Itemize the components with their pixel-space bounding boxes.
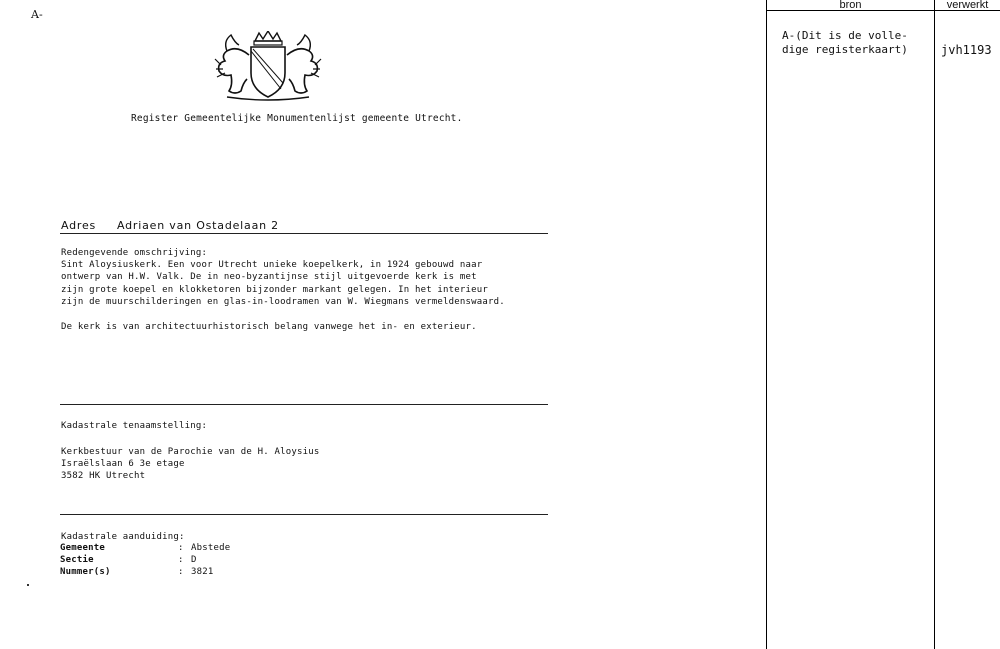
cadastral-separator: : xyxy=(178,567,184,577)
cadastral-value: Abstede xyxy=(191,543,231,553)
description-line: ontwerp van H.W. Valk. De in neo-byzantijnse stijl uitgevoerde kerk is met xyxy=(61,272,477,282)
utrecht-coat-of-arms-icon xyxy=(194,12,304,84)
verwerkt-value: jvh1193 xyxy=(941,43,992,57)
cadastral-value: 3821 xyxy=(191,567,214,577)
description-line: zijn de muurschilderingen en glas-in-loodramen van W. Wiegmans vermeldenswaard. xyxy=(61,297,505,307)
divider xyxy=(60,514,548,515)
description-line: Sint Aloysiuskerk. Een voor Utrecht unieke koepelkerk, in 1924 gebouwd naar xyxy=(61,260,483,270)
cadastral-value: D xyxy=(191,555,197,565)
column-header-bron: bron xyxy=(839,0,862,11)
owner-line: Kerkbestuur van de Parochie van de H. Aloysius xyxy=(61,447,320,457)
column-header-verwerkt: verwerkt xyxy=(946,0,989,11)
description-closing: De kerk is van architectuurhistorisch belang vanwege het in- en exterieur. xyxy=(61,322,477,332)
scan-speck xyxy=(27,584,29,586)
description-heading: Redengevende omschrijving: xyxy=(61,248,208,258)
cadastral-separator: : xyxy=(178,543,184,553)
divider xyxy=(60,404,548,405)
owner-line: Israëlslaan 6 3e etage xyxy=(61,459,185,469)
owner-heading: Kadastrale tenaamstelling: xyxy=(61,421,208,431)
bron-line: A-(Dit is de volle- xyxy=(782,29,908,42)
divider xyxy=(60,233,548,234)
side-table-border xyxy=(766,0,767,649)
cadastral-key: Gemeente xyxy=(60,543,105,553)
cadastral-key: Sectie xyxy=(60,555,94,565)
page-title: Register Gemeentelijke Monumentenlijst gemeente Utrecht. xyxy=(131,113,463,124)
cadastral-heading: Kadastrale aanduiding: xyxy=(61,532,185,542)
bron-line: dige registerkaart) xyxy=(782,43,908,56)
corner-mark: A- xyxy=(31,8,43,21)
cadastral-separator: : xyxy=(178,555,184,565)
description-line: zijn grote koepel en klokketoren bijzonder markant gelegen. In het interieur xyxy=(61,285,489,295)
owner-line: 3582 HK Utrecht xyxy=(61,471,146,481)
cadastral-key: Nummer(s) xyxy=(60,567,111,577)
address-label: Adres xyxy=(61,219,97,232)
address-value: Adriaen van Ostadelaan 2 xyxy=(117,219,279,232)
side-table-border xyxy=(934,0,935,649)
